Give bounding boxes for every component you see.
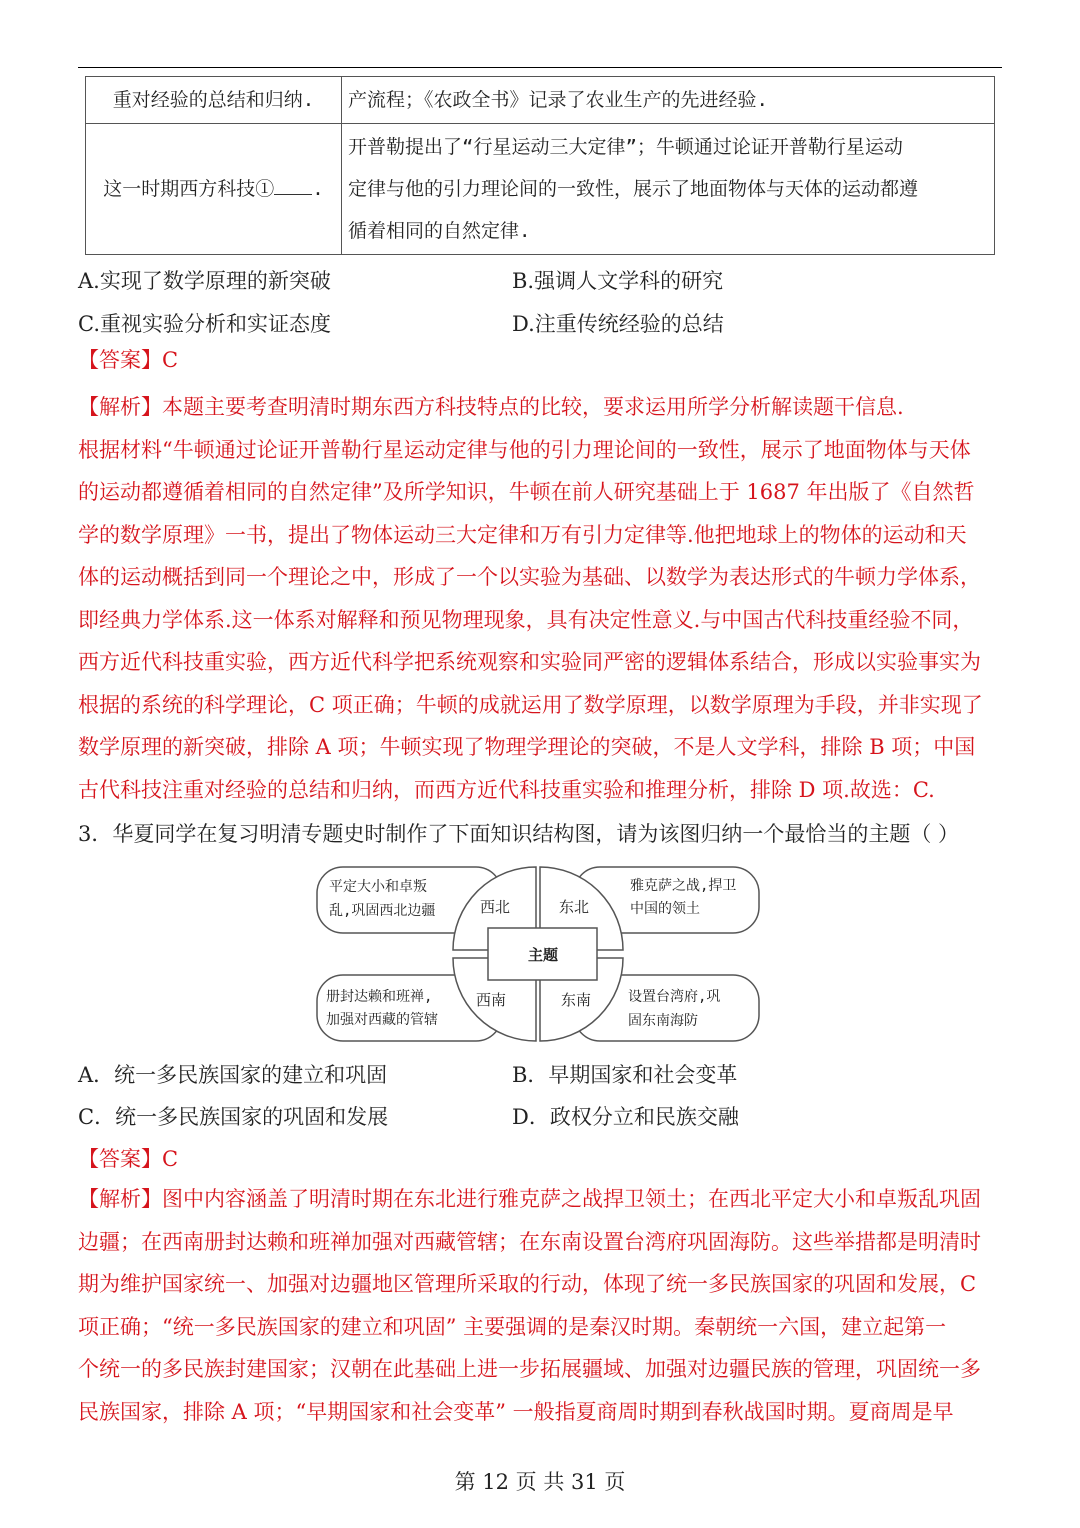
table-row [86, 124, 995, 255]
option-b: B．早期国家和社会变革 [512, 1063, 738, 1087]
question-stem: 3．华夏同学在复习明清专题史时制作了下面知识结构图，请为该图归纳一个最恰当的主题（ ） [78, 822, 960, 846]
region-northwest: 西北 [480, 898, 511, 916]
nw-text-2: 乱,巩固西北边疆 [329, 903, 436, 919]
explanation-line: 根据材料“牛顿通过论证开普勒行星运动定律与他的引力理论间的一致性，展示了地面物体与天体 [78, 437, 971, 462]
explanation [78, 386, 1004, 811]
explanation-line: 古代科技注重对经验的总结和归纳，而西方近代科技重实验和推理分析，排除 D 项.故选：C. [78, 777, 935, 802]
table-cell: 重对经验的总结和归纳. [86, 77, 342, 124]
explanation-line: 【解析】本题主要考查明清时期东西方科技特点的比较，要求运用所学分析解读题干信息. [78, 395, 904, 419]
row-label: 这一时期西方科技① [103, 178, 275, 200]
table-cell: 产流程；《农政全书》记录了农业生产的先进经验. [342, 77, 995, 124]
ne-text-2: 中国的领土 [630, 901, 700, 917]
option-a: A．统一多民族国家的建立和巩固 [78, 1063, 388, 1087]
option-d: D．政权分立和民族交融 [512, 1105, 739, 1129]
explanation-line: 学的数学原理》一书，提出了物体运动三大定律和万有引力定律等.他把地球上的物体的运动和天 [78, 522, 967, 547]
option-b: B.强调人文学科的研究 [512, 269, 724, 293]
option-d: D.注重传统经验的总结 [512, 312, 724, 336]
table-cell: 这一时期西方科技① . [86, 124, 342, 255]
sw-text-1: 册封达赖和班禅, [326, 989, 433, 1005]
explanation-line: 个统一的多民族封建国家；汉朝在此基础上进一步拓展疆域、加强对边疆民族的管理，巩固统一多 [78, 1357, 981, 1381]
option-c: C.重视实验分析和实证态度 [78, 312, 331, 336]
table-row [86, 77, 995, 124]
explanation-line: 西方近代科技重实验，西方近代科学把系统观察和实验同严密的逻辑体系结合，形成以实验事实为 [78, 650, 981, 674]
knowledge-structure-diagram [315, 863, 761, 1047]
page-number: 第 12 页 共 31 页 [454, 1470, 626, 1494]
cell-line: 循着相同的自然定律. [348, 220, 531, 242]
explanation-line: 根据的系统的科学理论，C 项正确；牛顿的成就运用了数学原理，以数学原理为手段，并非实现了 [78, 692, 983, 717]
cell-line: 开普勒提出了“行星运动三大定律”；牛顿通过论证开普勒行星运动 [348, 136, 903, 158]
answer-label: 【答案】C [78, 348, 179, 372]
explanation-line: 数学原理的新突破，排除 A 项；牛顿实现了物理学理论的突破，不是人文学科，排除 B 项；中国 [78, 735, 976, 759]
answer-blank [274, 174, 312, 195]
table-cell [342, 124, 995, 255]
explanation-line: 的运动都遵循着相同的自然定律”及所学知识，牛顿在前人研究基础上于 1687 年出版了《自然哲 [78, 480, 975, 504]
header-rule [78, 67, 1002, 68]
se-text-1: 设置台湾府,巩 [628, 989, 721, 1005]
explanation-line: 体的运动概括到同一个理论之中，形成了一个以实验为基础、以数学为表达形式的牛顿力学体系， [78, 565, 981, 589]
center-title: 主题 [528, 946, 559, 964]
cell-line: 定律与他的引力理论间的一致性，展示了地面物体与天体的运动都遵 [348, 178, 919, 200]
comparison-table [85, 76, 995, 255]
explanation-line: 期为维护国家统一、加强对边疆地区管理所采取的行动，体现了统一多民族国家的巩固和发展，C [78, 1272, 977, 1296]
region-southwest: 西南 [476, 991, 507, 1009]
option-c: C．统一多民族国家的巩固和发展 [78, 1105, 389, 1129]
region-southeast: 东南 [561, 991, 592, 1009]
ne-text-1: 雅克萨之战,捍卫 [630, 878, 737, 894]
explanation [78, 1178, 1004, 1433]
explanation-line: 项正确；“统一多民族国家的建立和巩固” 主要强调的是秦汉时期。秦朝统一六国，建立起第一 [78, 1314, 947, 1339]
explanation-line: 边疆；在西南册封达赖和班禅加强对西藏管辖；在东南设置台湾府巩固海防。这些举措都是明清时 [78, 1229, 981, 1254]
nw-text-1: 平定大小和卓叛 [329, 879, 427, 895]
answer-label: 【答案】C [78, 1147, 179, 1171]
explanation-line: 即经典力学体系.这一体系对解释和预见物理现象，具有决定性意义.与中国古代科技重经验不同， [78, 607, 974, 632]
explanation-line: 民族国家，排除 A 项；“早期国家和社会变革” 一般指夏商周时期到春秋战国时期。夏商周是早 [78, 1399, 954, 1424]
sw-text-2: 加强对西藏的管辖 [326, 1012, 438, 1028]
explanation-line: 【解析】图中内容涵盖了明清时期在东北进行雅克萨之战捍卫领土；在西北平定大小和卓叛乱巩固 [78, 1187, 981, 1211]
se-text-2: 固东南海防 [628, 1013, 698, 1029]
option-a: A.实现了数学原理的新突破 [78, 269, 331, 293]
region-northeast: 东北 [559, 898, 590, 916]
